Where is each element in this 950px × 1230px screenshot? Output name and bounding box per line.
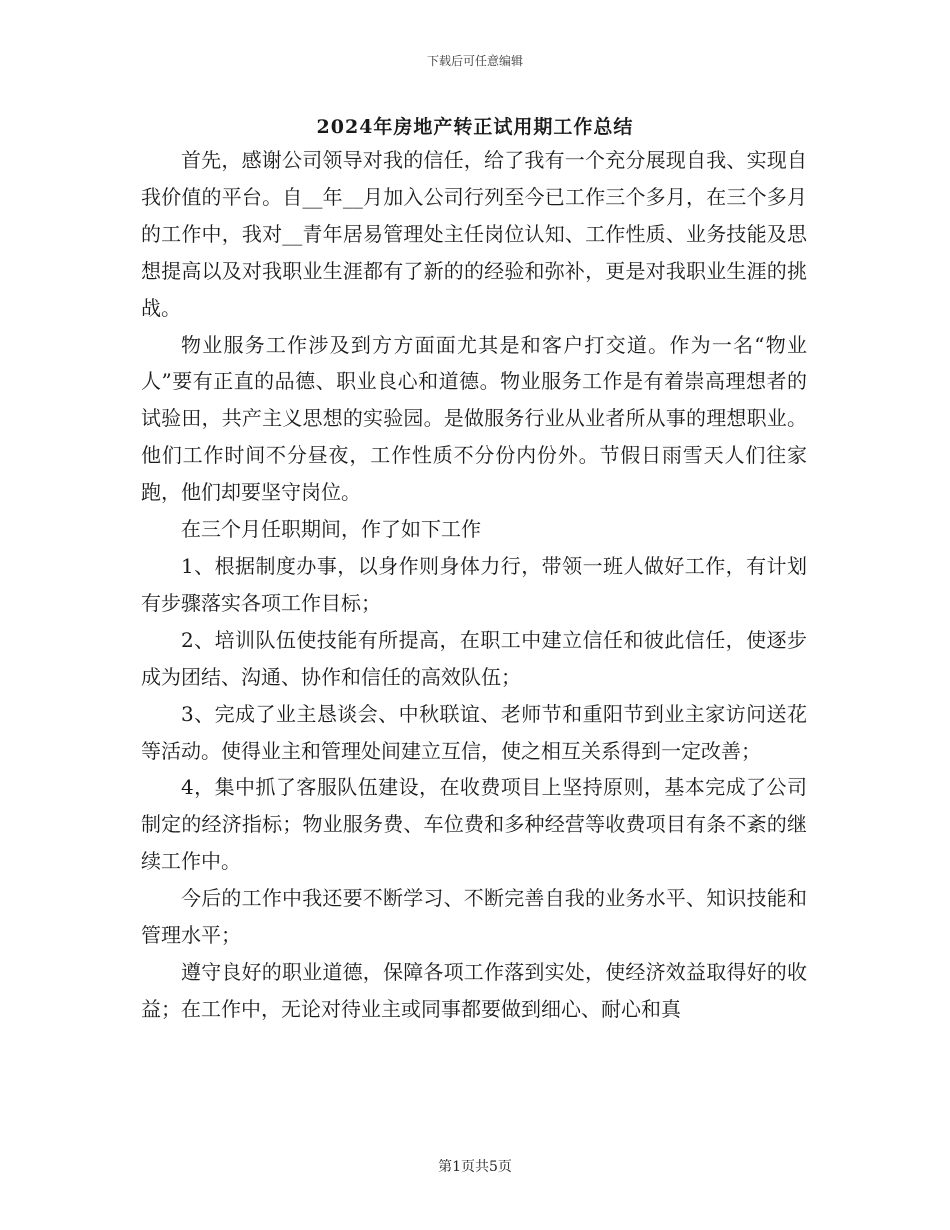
paragraph-item-4: 4，集中抓了客服队伍建设，在收费项目上坚持原则，基本完成了公司制定的经济指标；物业服务费、车位费和多种经营等收费项目有条不紊的继续工作中。: [141, 775, 807, 874]
paragraph-property-service: 物业服务工作涉及到方方面面尤其是和客户打交道。作为一名“物业人”要有正直的品德、职业良心和道德。物业服务工作是有着崇高理想者的试验田，共产主义思想的实验园。是做服务行业从业者所从事的理想职业。他们工作时间不分昼夜，工作性质不分份内份外。节假日雨雪天人们往家跑，他们却要坚守岗位。: [141, 332, 807, 505]
paragraph-item-3: 3、完成了业主恳谈会、中秋联谊、老师节和重阳节到业主家访问送花等活动。使得业主和管理处间建立互信，使之相互关系得到一定改善；: [141, 701, 807, 763]
document-body: [141, 142, 807, 1028]
document-title: 2024年房地产转正试用期工作总结: [316, 116, 634, 138]
paragraph-item-2: 2、培训队伍使技能有所提高，在职工中建立信任和彼此信任，使逐步成为团结、沟通、协作和信任的高效队伍；: [141, 627, 807, 689]
paragraph-future-work: 今后的工作中我还要不断学习、不断完善自我的业务水平、知识技能和管理水平；: [141, 886, 807, 948]
paragraph-work-heading: 在三个月任职期间，作了如下工作: [181, 517, 481, 542]
header-note: 下载后可任意编辑: [426, 54, 523, 68]
paragraph-intro: 首先，感谢公司领导对我的信任，给了我有一个充分展现自我、实现自我价值的平台。自__年__月加入公司行列至今已工作三个多月，在三个多月的工作中，我对__青年居易管理处主任岗位认知、工作性质、业务技能及思想提高以及对我职业生涯都有了新的的经验和弥补，更是对我职业生涯的挑战。: [141, 148, 807, 320]
page-footer: 第1页共5页: [438, 1159, 512, 1175]
paragraph-item-1: 1、根据制度办事，以身作则身体力行，带领一班人做好工作，有计划有步骤落实各项工作目标；: [141, 553, 807, 615]
paragraph-ethics: 遵守良好的职业道德，保障各项工作落到实处，使经济效益取得好的收益；在工作中，无论对待业主或同事都要做到细心、耐心和真: [141, 959, 807, 1021]
